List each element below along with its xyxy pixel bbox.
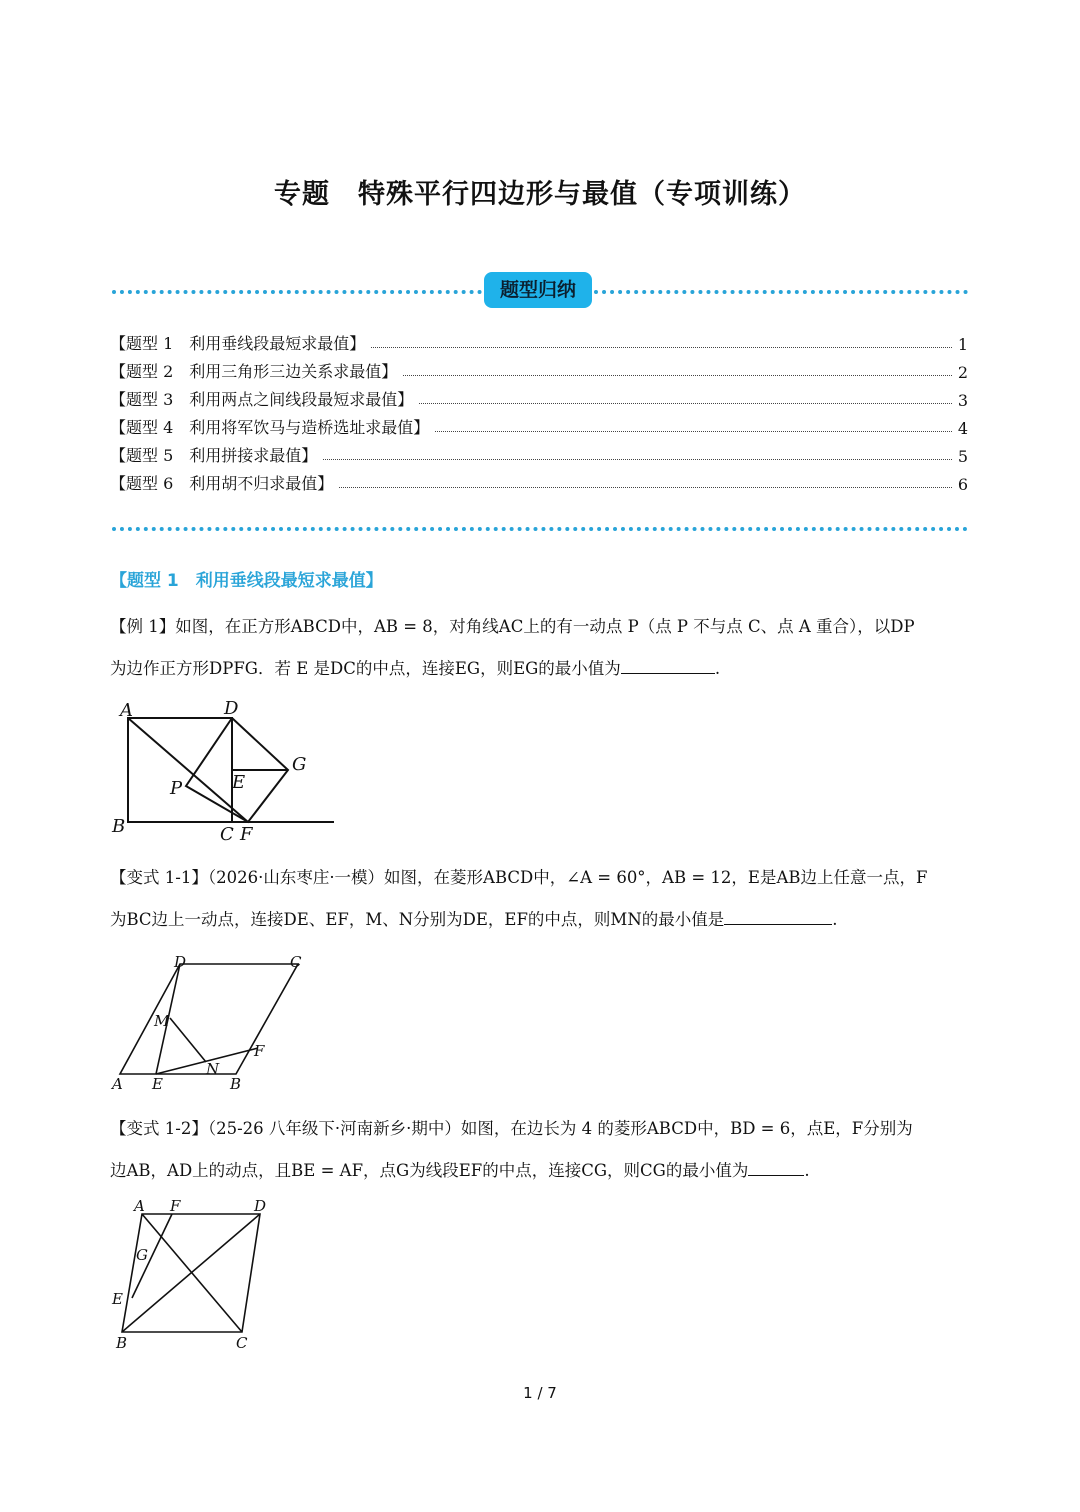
toc-item-page: 3 — [957, 391, 968, 410]
figure-2-label: B — [230, 1075, 242, 1093]
toc-top-divider-right — [594, 290, 968, 294]
figure-1-label: C — [220, 824, 234, 845]
figure-2-label: A — [112, 1075, 123, 1093]
toc-item-label: 【题型 6 利用胡不归求最值】 — [110, 474, 334, 493]
example-1-label: 【例 1】 — [110, 617, 176, 636]
toc-leader — [403, 375, 952, 376]
figure-3-rhombus-diagram — [106, 1194, 276, 1354]
variant-1-2-line-2: 边AB，AD上的动点，且BE = AF，点G为线段EF的中点，连接CG，则CG的最小值为 . — [110, 1150, 970, 1192]
toc-item[interactable] — [110, 440, 968, 466]
variant-1-2-line-1: 【变式 1-2】（25-26 八年级下·河南新乡·期中）如图，在边长为 4 的菱形ABCD中，BD = 6，点E，F分别为 — [110, 1119, 913, 1138]
toc-item-page: 1 — [957, 335, 968, 354]
section-heading: 【题型 1 利用垂线段最短求最值】 — [110, 571, 383, 591]
answer-blank[interactable] — [724, 906, 832, 925]
figure-2-label: M — [154, 1012, 170, 1030]
figure-2-label: D — [174, 953, 187, 971]
variant-1-1-text — [110, 857, 970, 941]
figure-2-label: F — [254, 1042, 265, 1060]
figure-1-label: P — [170, 778, 183, 799]
toc-item-label: 【题型 3 利用两点之间线段最短求最值】 — [110, 390, 414, 409]
variant-1-1-label: 【变式 1-1】 — [110, 868, 208, 887]
toc-badge: 题型归纳 — [484, 272, 592, 308]
figure-2-label: C — [290, 953, 302, 971]
toc-leader — [419, 403, 952, 404]
example-1-line-2: 为边作正方形DPFG．若 E 是DC的中点，连接EG，则EG的最小值为 . — [110, 648, 970, 690]
figure-1-label: F — [240, 824, 253, 845]
variant-1-1-line-1: 【变式 1-1】（2026·山东枣庄·一模）如图，在菱形ABCD中，∠A = 60°，AB = 12，E是AB边上任意一点，F — [110, 868, 928, 887]
figure-1-label: G — [292, 754, 307, 775]
figure-3-label: D — [254, 1197, 267, 1215]
figure-3-label: E — [112, 1290, 123, 1308]
toc-top-divider-left — [112, 290, 482, 294]
toc-leader — [339, 487, 952, 488]
toc-item[interactable] — [110, 356, 968, 382]
variant-1-2-text — [110, 1108, 970, 1192]
figure-1-label: E — [232, 772, 246, 793]
figure-3-label: F — [170, 1197, 181, 1215]
toc-item-label: 【题型 1 利用垂线段最短求最值】 — [110, 334, 366, 353]
figure-1-label: D — [224, 698, 239, 719]
toc-item[interactable] — [110, 468, 968, 494]
figure-1-label: B — [112, 816, 126, 837]
toc-leader — [323, 459, 952, 460]
toc-item-label: 【题型 2 利用三角形三边关系求最值】 — [110, 362, 398, 381]
toc-item-label: 【题型 4 利用将军饮马与造桥选址求最值】 — [110, 418, 430, 437]
example-1-line-1: 【例 1】如图，在正方形ABCD中，AB = 8，对角线AC上的有一动点 P（点 P 不与点 C、点 A 重合），以DP — [110, 617, 915, 636]
toc-item-page: 6 — [957, 475, 968, 494]
toc-leader — [371, 347, 952, 348]
figure-2-label: N — [206, 1060, 220, 1078]
variant-1-1-line-2: 为BC边上一动点，连接DE、EF，M、N分别为DE，EF的中点，则MN的最小值是 . — [110, 899, 970, 941]
figure-1-square-diagram — [106, 698, 346, 848]
toc-item[interactable] — [110, 412, 968, 438]
figure-2-label: E — [152, 1075, 163, 1093]
figure-3-label: B — [116, 1334, 128, 1352]
toc-bottom-divider — [112, 527, 968, 531]
toc-item-page: 5 — [957, 447, 968, 466]
figure-3-label: A — [134, 1197, 145, 1215]
toc-item[interactable] — [110, 328, 968, 354]
figure-2-rhombus-diagram — [106, 952, 326, 1094]
figure-3-label: C — [236, 1334, 248, 1352]
toc-item[interactable] — [110, 384, 968, 410]
toc-item-page: 2 — [957, 363, 968, 382]
page-number: 1 / 7 — [523, 1384, 557, 1402]
toc-item-page: 4 — [957, 419, 968, 438]
toc-leader — [435, 431, 952, 432]
toc-item-label: 【题型 5 利用拼接求最值】 — [110, 446, 318, 465]
variant-1-2-label: 【变式 1-2】 — [110, 1119, 208, 1138]
figure-1-label: A — [120, 700, 133, 721]
example-1-text — [110, 606, 970, 690]
figure-3-label: G — [136, 1246, 148, 1264]
page-title: 专题 特殊平行四边形与最值（专项训练） — [274, 179, 806, 210]
answer-blank[interactable] — [748, 1157, 804, 1176]
answer-blank[interactable] — [621, 655, 715, 674]
